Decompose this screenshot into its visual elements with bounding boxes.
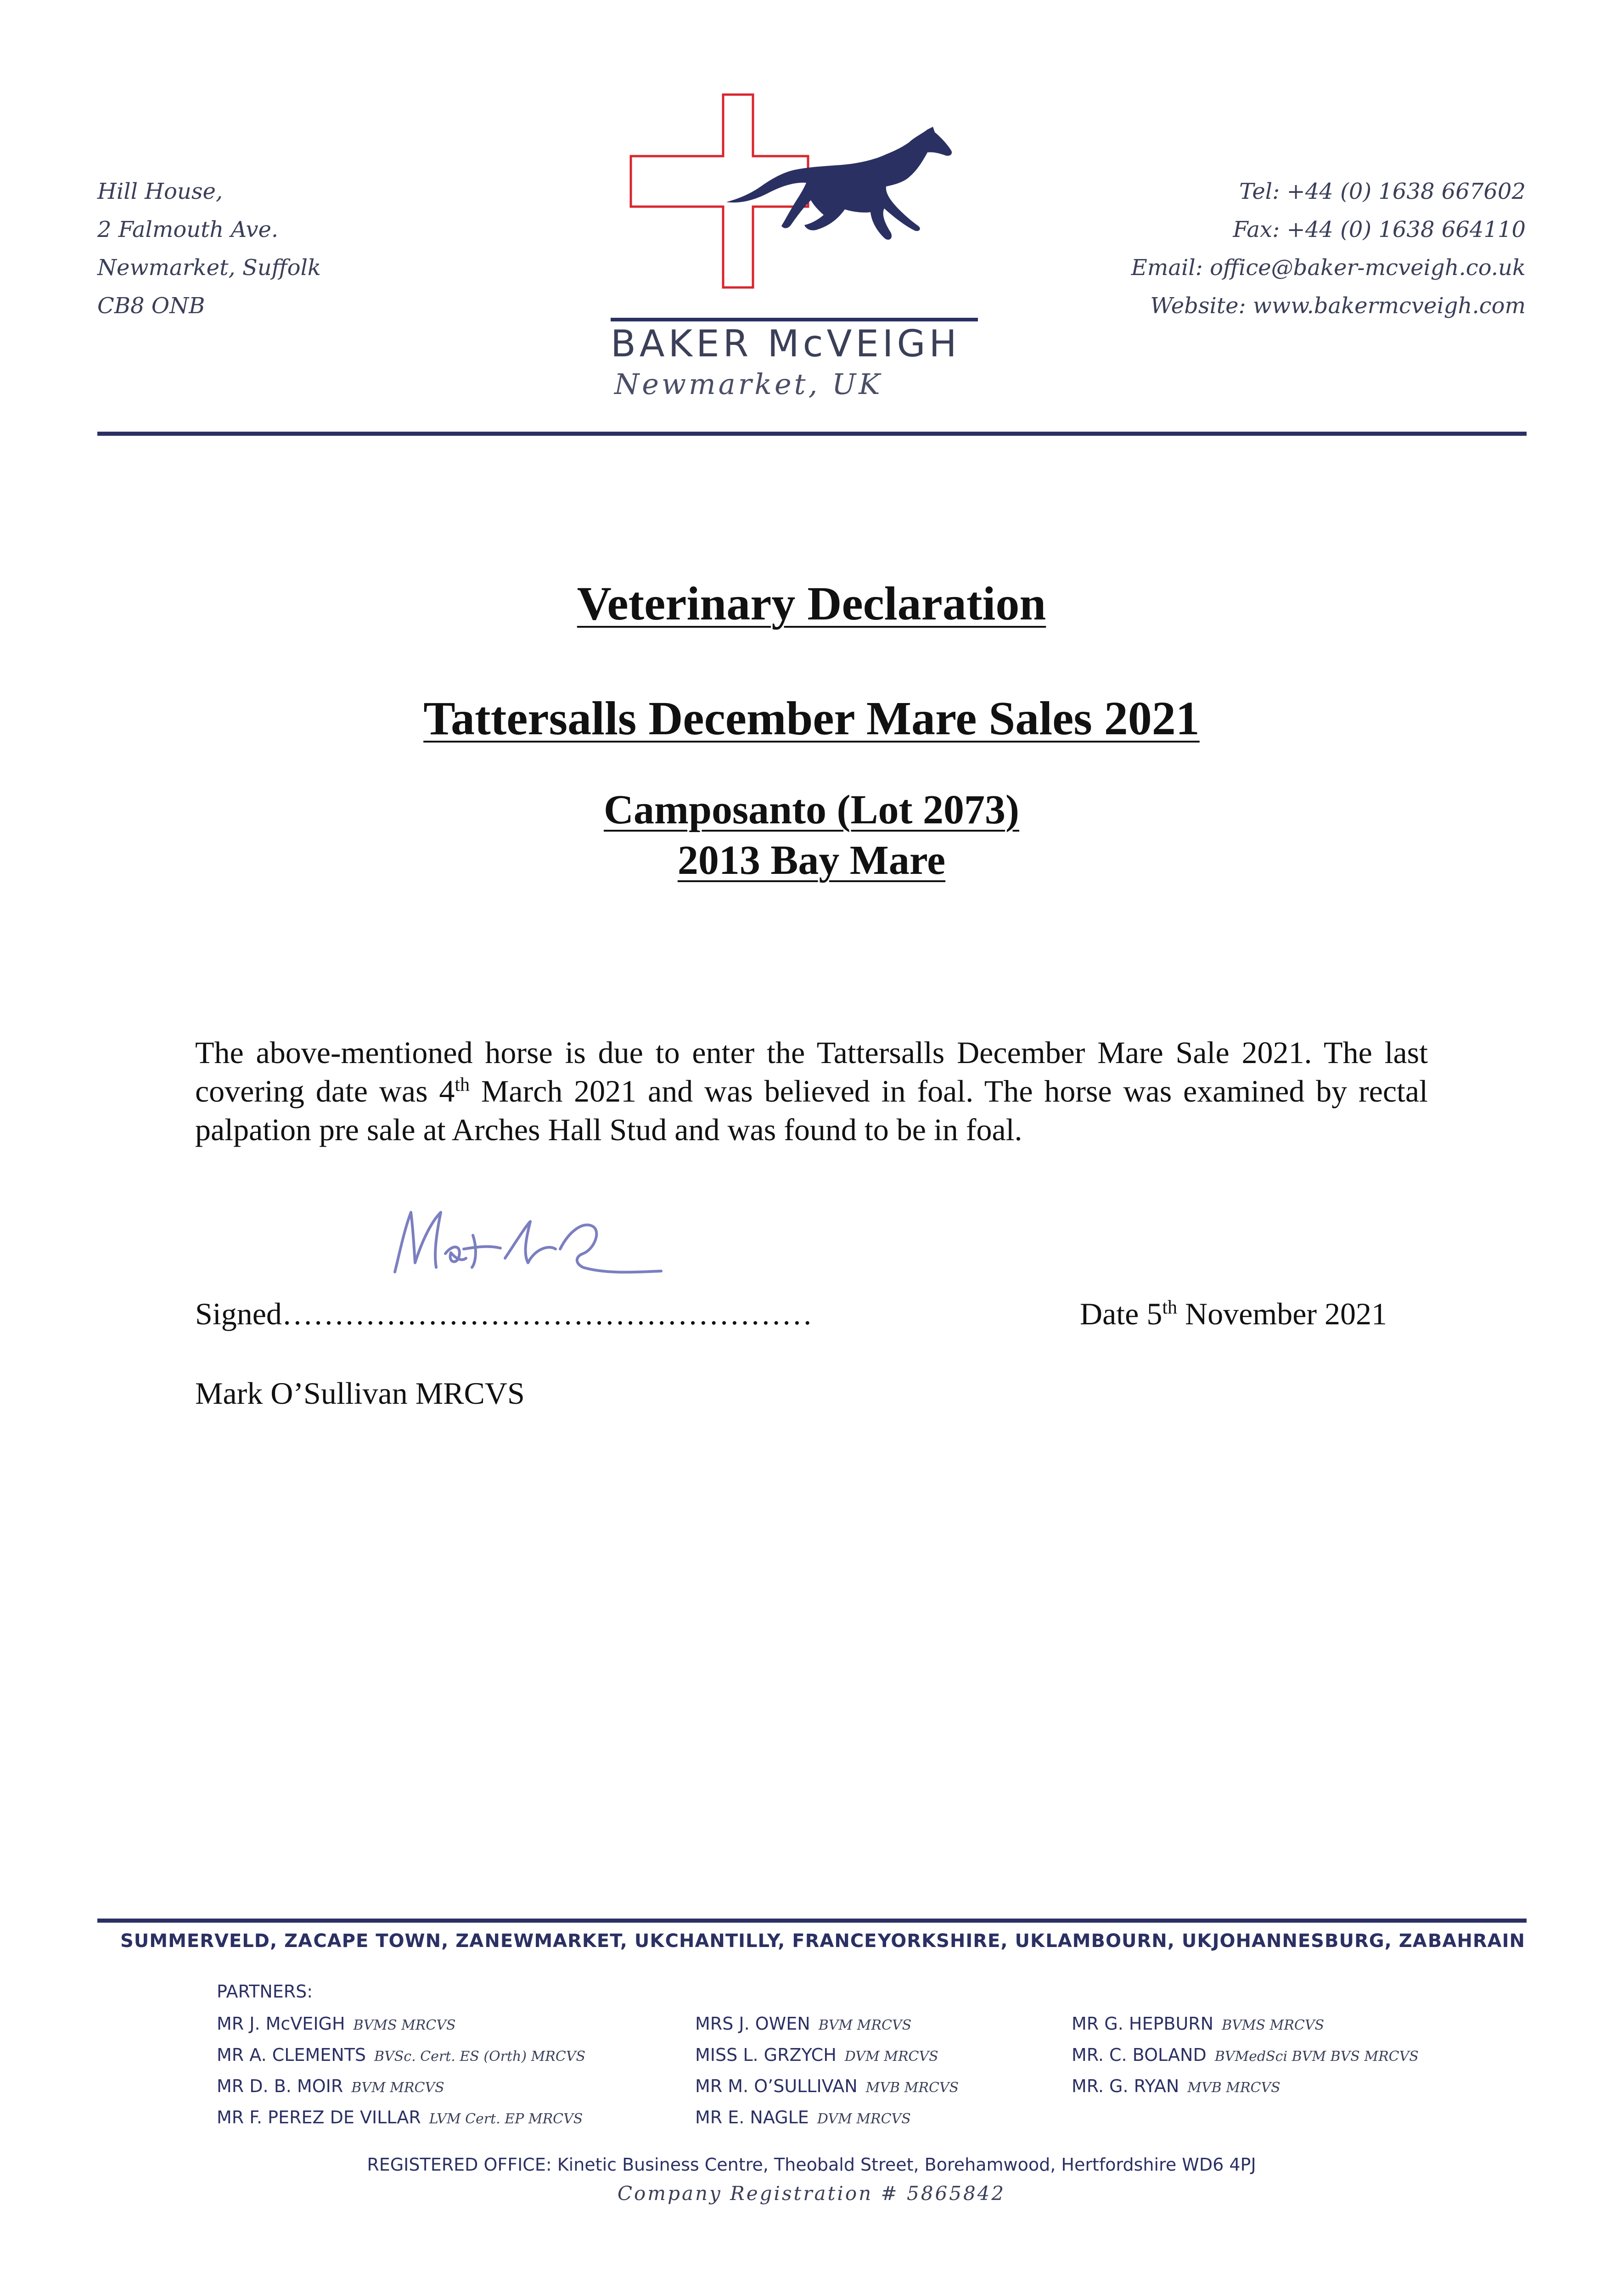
contact-phone: Tel: +44 (0) 1638 667602 [1239, 179, 1526, 204]
address-line: CB8 ONB [97, 293, 205, 319]
partner-qualifications: BVMS MRCVS [1222, 2017, 1325, 2033]
partner-entry [1072, 2076, 1419, 2107]
contact-email[interactable]: Email: office@baker-mcveigh.co.uk [1131, 255, 1526, 281]
partner-qualifications: MVB MRCVS [1187, 2080, 1280, 2096]
partner-name: MR G. HEPBURN [1072, 2014, 1214, 2034]
partner-entry [695, 2014, 959, 2045]
partner-name: MR A. CLEMENTS [217, 2045, 366, 2065]
office-location: LAMBOURN, UK [1045, 1930, 1212, 1952]
partners-label: PARTNERS: [217, 1981, 313, 2002]
ordinal-suffix: th [1162, 1297, 1178, 1318]
partner-name: MR J. McVEIGH [217, 2014, 345, 2034]
contact-fax: Fax: +44 (0) 1638 664110 [1233, 217, 1526, 242]
partner-name: MR M. O’SULLIVAN [695, 2076, 858, 2096]
partner-name: MR E. NAGLE [695, 2107, 809, 2127]
registered-office: REGISTERED OFFICE: Kinetic Business Centre, Theobald Street, Borehamwood, Hertfordshire WD6 4PJ [367, 2155, 1256, 2175]
company-address [97, 173, 321, 325]
partners-column [1072, 2014, 1419, 2107]
partner-qualifications: DVM MRCVS [817, 2111, 911, 2127]
partner-qualifications: DVM MRCVS [844, 2048, 938, 2065]
signature-date [1080, 1296, 1387, 1332]
footer-divider [97, 1919, 1527, 1923]
baker-mcveigh-logo [606, 92, 983, 321]
date-text: Date 5 [1080, 1296, 1162, 1331]
partners-column [217, 2014, 585, 2138]
horse-description: 2013 Bay Mare [677, 838, 946, 883]
office-location: JOHANNESBURG, ZA [1212, 1930, 1427, 1952]
declaration-paragraph [195, 1033, 1428, 1149]
office-location: YORKSHIRE, UK [877, 1930, 1045, 1952]
partner-name: MR F. PEREZ DE VILLAR [217, 2107, 421, 2127]
partner-qualifications: MVB MRCVS [865, 2080, 959, 2096]
date-text: November 2021 [1177, 1296, 1387, 1331]
partner-entry [695, 2076, 959, 2107]
partner-qualifications: BVM MRCVS [818, 2017, 912, 2033]
address-line: Hill House, [97, 179, 223, 204]
partner-qualifications: LVM Cert. EP MRCVS [429, 2111, 583, 2127]
declaration-text: March 2021 and was believed in foal. The horse was examined by rectal palpation pre sale at Arches Hall Stud and was found to be in foal. [195, 1074, 1428, 1147]
office-location: CHANTILLY, FRANCE [665, 1930, 877, 1952]
partner-name: MR D. B. MOIR [217, 2076, 343, 2096]
office-location: CAPE TOWN, ZA [313, 1930, 484, 1952]
declaration-text: The above-mentioned horse is due to enter the Tattersalls December Mare Sale 2021. The last covering date was 4 [195, 1035, 1428, 1109]
partner-entry [1072, 2045, 1419, 2076]
partner-name: MR. C. BOLAND [1072, 2045, 1207, 2065]
company-contact [1131, 173, 1526, 325]
horse-icon [726, 127, 952, 240]
partner-name: MR. G. RYAN [1072, 2076, 1179, 2096]
signed-line: Signed…………………………………………… [195, 1296, 813, 1331]
partner-qualifications: BVMS MRCVS [353, 2017, 456, 2033]
partner-entry [217, 2014, 585, 2045]
company-registration: Company Registration # 5865842 [617, 2182, 1006, 2205]
partner-entry [695, 2107, 959, 2138]
partner-qualifications: BVM MRCVS [351, 2080, 444, 2096]
handwritten-signature [367, 1194, 670, 1286]
partners-column [695, 2014, 959, 2138]
signer-name: Mark O’Sullivan MRCVS [195, 1376, 525, 1411]
partner-entry [217, 2107, 585, 2138]
partner-name: MISS L. GRZYCH [695, 2045, 837, 2065]
partner-entry [1072, 2014, 1419, 2045]
sale-title: Tattersalls December Mare Sales 2021 [423, 692, 1200, 745]
partner-name: MRS J. OWEN [695, 2014, 810, 2034]
address-line: Newmarket, Suffolk [97, 255, 321, 281]
document-title: Veterinary Declaration [577, 577, 1046, 630]
partner-entry [217, 2076, 585, 2107]
partner-entry [217, 2045, 585, 2076]
partner-entry [695, 2045, 959, 2076]
partner-qualifications: BVMedSci BVM BVS MRCVS [1214, 2048, 1419, 2065]
brand-location: Newmarket, UK [614, 367, 883, 401]
contact-website[interactable]: Website: www.bakermcveigh.com [1150, 293, 1526, 319]
brand-name: BAKER McVEIGH [611, 322, 960, 365]
horse-name: Camposanto (Lot 2073) [603, 787, 1019, 833]
office-location: NEWMARKET, UK [484, 1930, 665, 1952]
address-line: 2 Falmouth Ave. [97, 217, 279, 242]
header-divider [97, 432, 1527, 436]
office-locations [120, 1930, 1525, 1952]
red-cross-icon [631, 95, 808, 287]
partner-qualifications: BVSc. Cert. ES (Orth) MRCVS [374, 2048, 586, 2065]
ordinal-suffix: th [455, 1074, 470, 1096]
office-location: BAHRAIN [1427, 1930, 1525, 1952]
office-location: SUMMERVELD, ZA [120, 1930, 313, 1952]
